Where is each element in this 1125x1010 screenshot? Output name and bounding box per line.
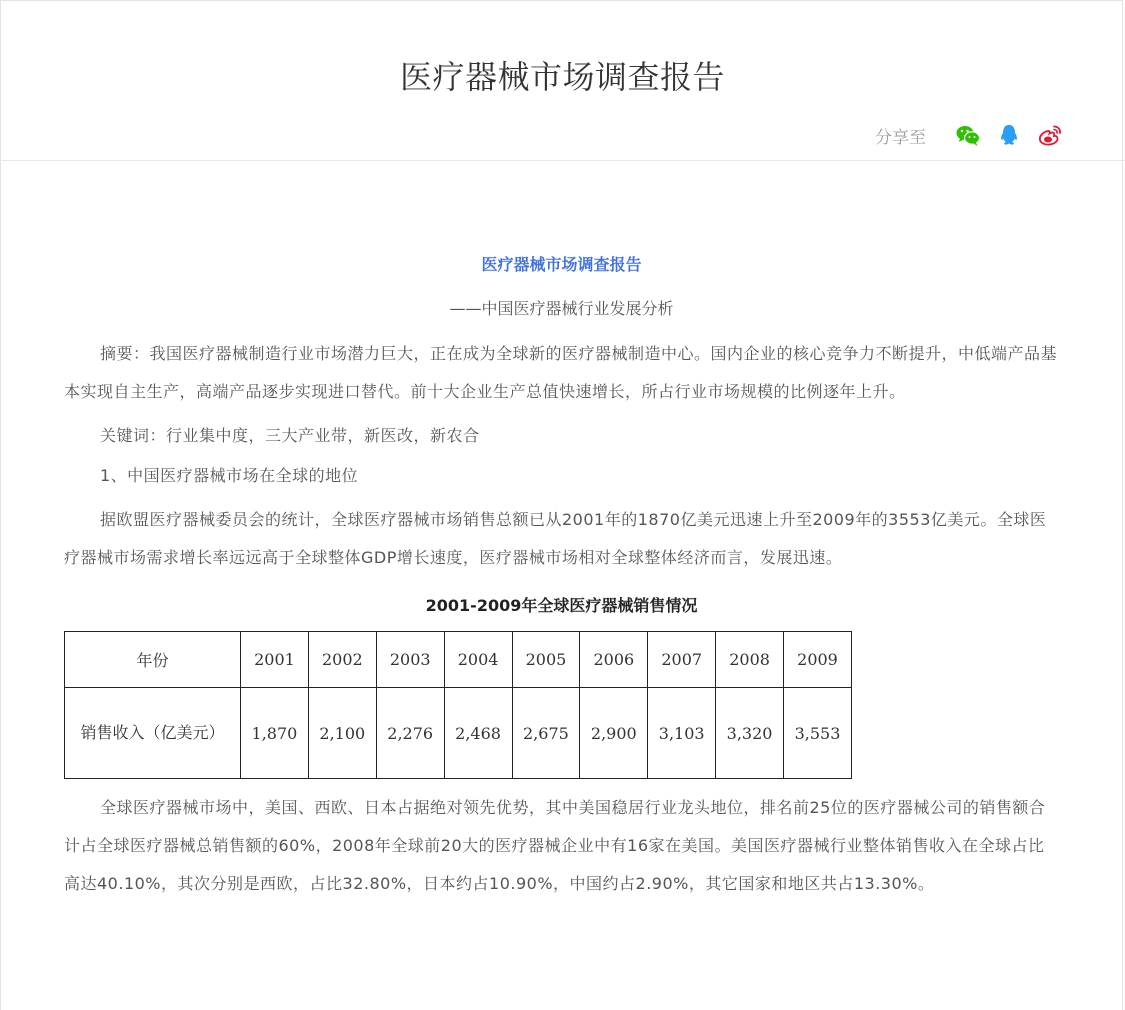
qq-icon[interactable]: [996, 122, 1022, 148]
table-value-row: [65, 688, 852, 779]
year-cell: 2003: [376, 632, 444, 688]
year-cell: 2002: [308, 632, 376, 688]
value-cell: 2,100: [308, 688, 376, 779]
value-cell: 2,468: [444, 688, 512, 779]
document-title: 医疗器械市场调查报告: [481, 255, 642, 274]
value-cell: 3,320: [716, 688, 784, 779]
year-cell: 2006: [580, 632, 648, 688]
year-cell: 2005: [512, 632, 580, 688]
article-header: [0, 0, 1125, 161]
value-cell: 1,870: [241, 688, 309, 779]
year-cell: 2001: [241, 632, 309, 688]
table-header-row: [65, 632, 852, 688]
value-cell: 2,675: [512, 688, 580, 779]
share-bar: [875, 121, 1063, 149]
keywords-paragraph: 关键词：行业集中度，三大产业带，新医改，新农合: [100, 426, 480, 445]
year-cell: 2007: [648, 632, 716, 688]
share-label: 分享至: [875, 127, 926, 148]
value-cell: 2,276: [376, 688, 444, 779]
year-cell: 2004: [444, 632, 512, 688]
page-title: 医疗器械市场调查报告: [399, 58, 725, 96]
table-header-label: 年份: [65, 632, 241, 688]
body-paragraph-2: 全球医疗器械市场中，美国、西欧、日本占据绝对领先优势，其中美国稳居行业龙头地位，排名前25位的医疗器械公司的销售额合计占全球医疗器械总销售额的60%，2008年全球前20大的医疗器械企业中有16家在美国。美国医疗器械行业整体销售收入在全球占比高达40.10%，其次分别是西欧，占比32.80%，日本约占10.90%，中国约占2.90%，其它国家和地区共占13.30%。: [64, 798, 1046, 893]
value-cell: 3,553: [784, 688, 852, 779]
abstract-paragraph: 摘要：我国医疗器械制造行业市场潜力巨大，正在成为全球新的医疗器械制造中心。国内企业的核心竞争力不断提升，中低端产品基本实现自主生产，高端产品逐步实现进口替代。前十大企业生产总值快速增长，所占行业市场规模的比例逐年上升。: [64, 344, 1058, 401]
year-cell: 2008: [716, 632, 784, 688]
article-body: [64, 240, 1059, 903]
document-subtitle: ——中国医疗器械行业发展分析: [449, 299, 674, 318]
table-title: 2001-2009年全球医疗器械销售情况: [425, 596, 698, 615]
wechat-icon[interactable]: [955, 122, 981, 148]
weibo-icon[interactable]: [1037, 122, 1063, 148]
section-heading: 1、中国医疗器械市场在全球的地位: [100, 466, 359, 485]
value-cell: 3,103: [648, 688, 716, 779]
year-cell: 2009: [784, 632, 852, 688]
value-cell: 2,900: [580, 688, 648, 779]
table-row-label: 销售收入（亿美元）: [65, 688, 241, 779]
sales-table: [64, 631, 852, 779]
body-paragraph-1: 据欧盟医疗器械委员会的统计，全球医疗器械市场销售总额已从2001年的1870亿美元迅速上升至2009年的3553亿美元。全球医疗器械市场需求增长率远远高于全球整体GDP增长速度，医疗器械市场相对全球整体经济而言，发展迅速。: [64, 510, 1047, 567]
